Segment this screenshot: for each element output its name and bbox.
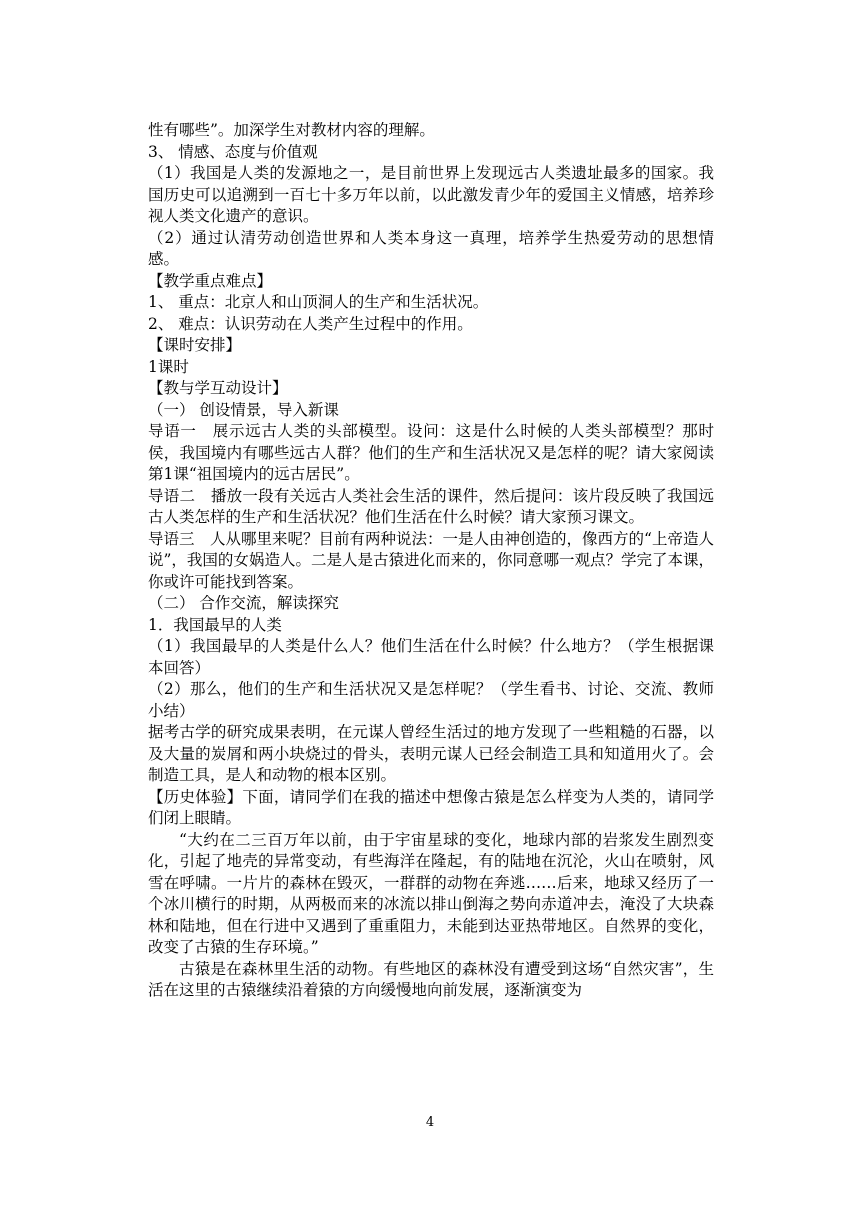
paragraph: （1）我国最早的人类是什么人？他们生活在什么时候？什么地方？（学生根据课本回答） bbox=[148, 637, 714, 677]
list-item: 1、 重点：北京人和山顶洞人的生产和生活状况。 bbox=[148, 293, 489, 311]
paragraph: 性有哪些”。加深学生对教材内容的理解。 bbox=[148, 121, 435, 139]
page-number: 4 bbox=[425, 1115, 435, 1130]
paragraph: （2）那么，他们的生产和生活状况又是怎样呢？（学生看书、讨论、交流、教师小结） bbox=[148, 680, 714, 720]
paragraph: 导语三 人从哪里来呢？目前有两种说法：一是人由神创造的，像西方的“上帝造人说”，我国的女娲造人。二是人是古猿进化而来的，你同意哪一观点？学完了本课，你或许可能找到答案。 bbox=[148, 529, 714, 591]
list-item: 2、 难点：认识劳动在人类产生过程中的作用。 bbox=[148, 314, 473, 333]
paragraph: 1课时 bbox=[148, 357, 189, 376]
section-heading: 3、 情感、态度与价值观 bbox=[148, 142, 318, 161]
section-heading: 【课时安排】 bbox=[148, 336, 242, 354]
document-body bbox=[148, 120, 714, 1002]
subsection-heading: 1．我国最早的人类 bbox=[148, 615, 282, 634]
paragraph: 【历史体验】下面，请同学们在我的描述中想像古猿是怎么样变为人类的，请同学们闭上眼睛。 bbox=[148, 787, 714, 827]
paragraph: 据考古学的研究成果表明，在元谋人曾经生活过的地方发现了一些粗糙的石器，以及大量的炭屑和两小块烧过的骨头，表明元谋人已经会制造工具和知道用火了。会制造工具，是人和动物的根本区别。 bbox=[148, 723, 714, 784]
quoted-paragraph: “大约在二三百万年以前，由于宇宙星球的变化，地球内部的岩浆发生剧烈变化，引起了地壳的异常变动，有些海洋在隆起，有的陆地在沉沦，火山在喷射，风雪在呼啸。一片片的森林在毁灭，一群群的动物在奔逃……后来，地球又经历了一个冰川横行的时期，从两极而来的冰流以排山倒海之势向赤道冲去，淹没了大块森林和陆地，但在行进中又遇到了重重阻力，未能到达亚热带地区。自然界的变化，改变了古猿的生存环境。” bbox=[148, 830, 714, 956]
paragraph: 古猿是在森林里生活的动物。有些地区的森林没有遭受到这场“自然灾害”，生活在这里的古猿继续沿着猿的方向缓慢地向前发展，逐渐演变为 bbox=[148, 959, 714, 999]
subsection-heading: （二） 合作交流，解读探究 bbox=[148, 594, 339, 612]
paragraph: （1）我国是人类的发源地之一，是目前世界上发现远古人类遗址最多的国家。我国历史可以追溯到一百七十多万年以前，以此激发青少年的爱国主义情感，培养珍视人类文化遗产的意识。 bbox=[148, 164, 714, 225]
section-heading: 【教学重点难点】 bbox=[148, 271, 273, 290]
subsection-heading: （一） 创设情景，导入新课 bbox=[148, 400, 339, 419]
paragraph: 导语二 播放一段有关远古人类社会生活的课件，然后提问：该片段反映了我国远古人类怎样的生产和生活状况？他们生活在什么时候？请大家预习课文。 bbox=[148, 486, 714, 526]
section-heading: 【教与学互动设计】 bbox=[148, 379, 288, 397]
paragraph: （2）通过认清劳动创造世界和人类本身这一真理，培养学生热爱劳动的思想情感。 bbox=[148, 228, 714, 268]
paragraph: 导语一 展示远古人类的头部模型。设问：这是什么时候的人类头部模型？那时侯，我国境内有哪些远古人群？他们的生产和生活状况又是怎样的呢？请大家阅读第1课“祖国境内的远古居民”。 bbox=[148, 422, 714, 483]
